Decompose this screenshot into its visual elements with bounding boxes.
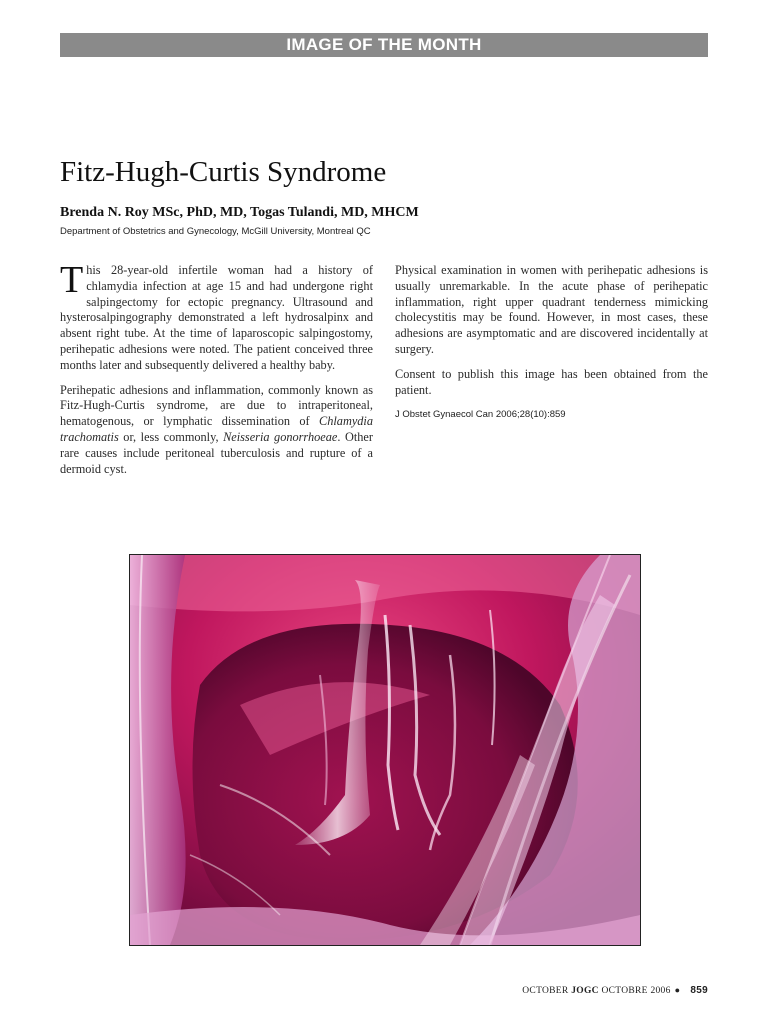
journal-citation: J Obstet Gynaecol Can 2006;28(10):859 xyxy=(395,409,566,421)
author-affiliation: Department of Obstetrics and Gynecology, McGill University, Montreal QC xyxy=(60,226,371,237)
bullet-icon: ● xyxy=(674,985,681,995)
footer-journal: JOGC xyxy=(571,986,599,996)
footer-month-fr: OCTOBRE xyxy=(601,986,648,996)
page-number: 859 xyxy=(690,985,708,996)
paragraph-case xyxy=(60,259,373,374)
paragraph-case-text: his 28-year-old infertile woman had a history of chlamydia infection at age 15 and had undergone right salpingectomy for ectopic pregnancy. Ultrasound and hysterosalpingography demonstrated a left hydrosalpinx and absent right tube. At the time of laparoscopic salpingostomy, perihepatic adhesions were noted. The patient conceived three months later and subsequently delivered a healthy baby. xyxy=(60,263,373,372)
footer-month-en: OCTOBER xyxy=(522,986,569,996)
paragraph-consent: Consent to publish this image has been obtained from the patient. xyxy=(395,366,708,397)
footer-year: 2006 xyxy=(650,986,671,996)
species-name-neisseria: Neisseria gonorrhoeae xyxy=(223,429,338,444)
paragraph-definition: Perihepatic adhesions and inflammation, commonly known as Fitz-Hugh-Curtis syndrome, are due to intraperitoneal, hematogenous, or lymphatic dissemination of Chlamydia trachomatis or, less commonly, Neisseria gonorrhoeae. Other rare causes include peritoneal tuberculosis and rupture of a dermoid cyst. xyxy=(60,382,373,476)
text-column-right xyxy=(395,263,708,423)
page-footer xyxy=(522,985,708,996)
paragraph-examination: Physical examination in women with perihepatic adhesions is usually unremarkable. In the acute phase of perihepatic inflammation, right upper quadrant tenderness mimicking cholecystitis may be found. However, in most cases, these adhesions are asymptomatic and are discovered incidentally at surgery. xyxy=(395,263,708,356)
text-column-left xyxy=(60,259,373,486)
article-authors: Brenda N. Roy MSc, PhD, MD, Togas Tulandi, MD, MHCM xyxy=(60,205,419,220)
section-banner: IMAGE OF THE MONTH xyxy=(60,33,708,57)
laparoscopic-image xyxy=(129,554,641,946)
species-name-chlamydia: Chlamydia trachomatis xyxy=(60,414,373,444)
drop-cap: T xyxy=(60,259,84,301)
article-title: Fitz-Hugh-Curtis Syndrome xyxy=(60,156,387,188)
